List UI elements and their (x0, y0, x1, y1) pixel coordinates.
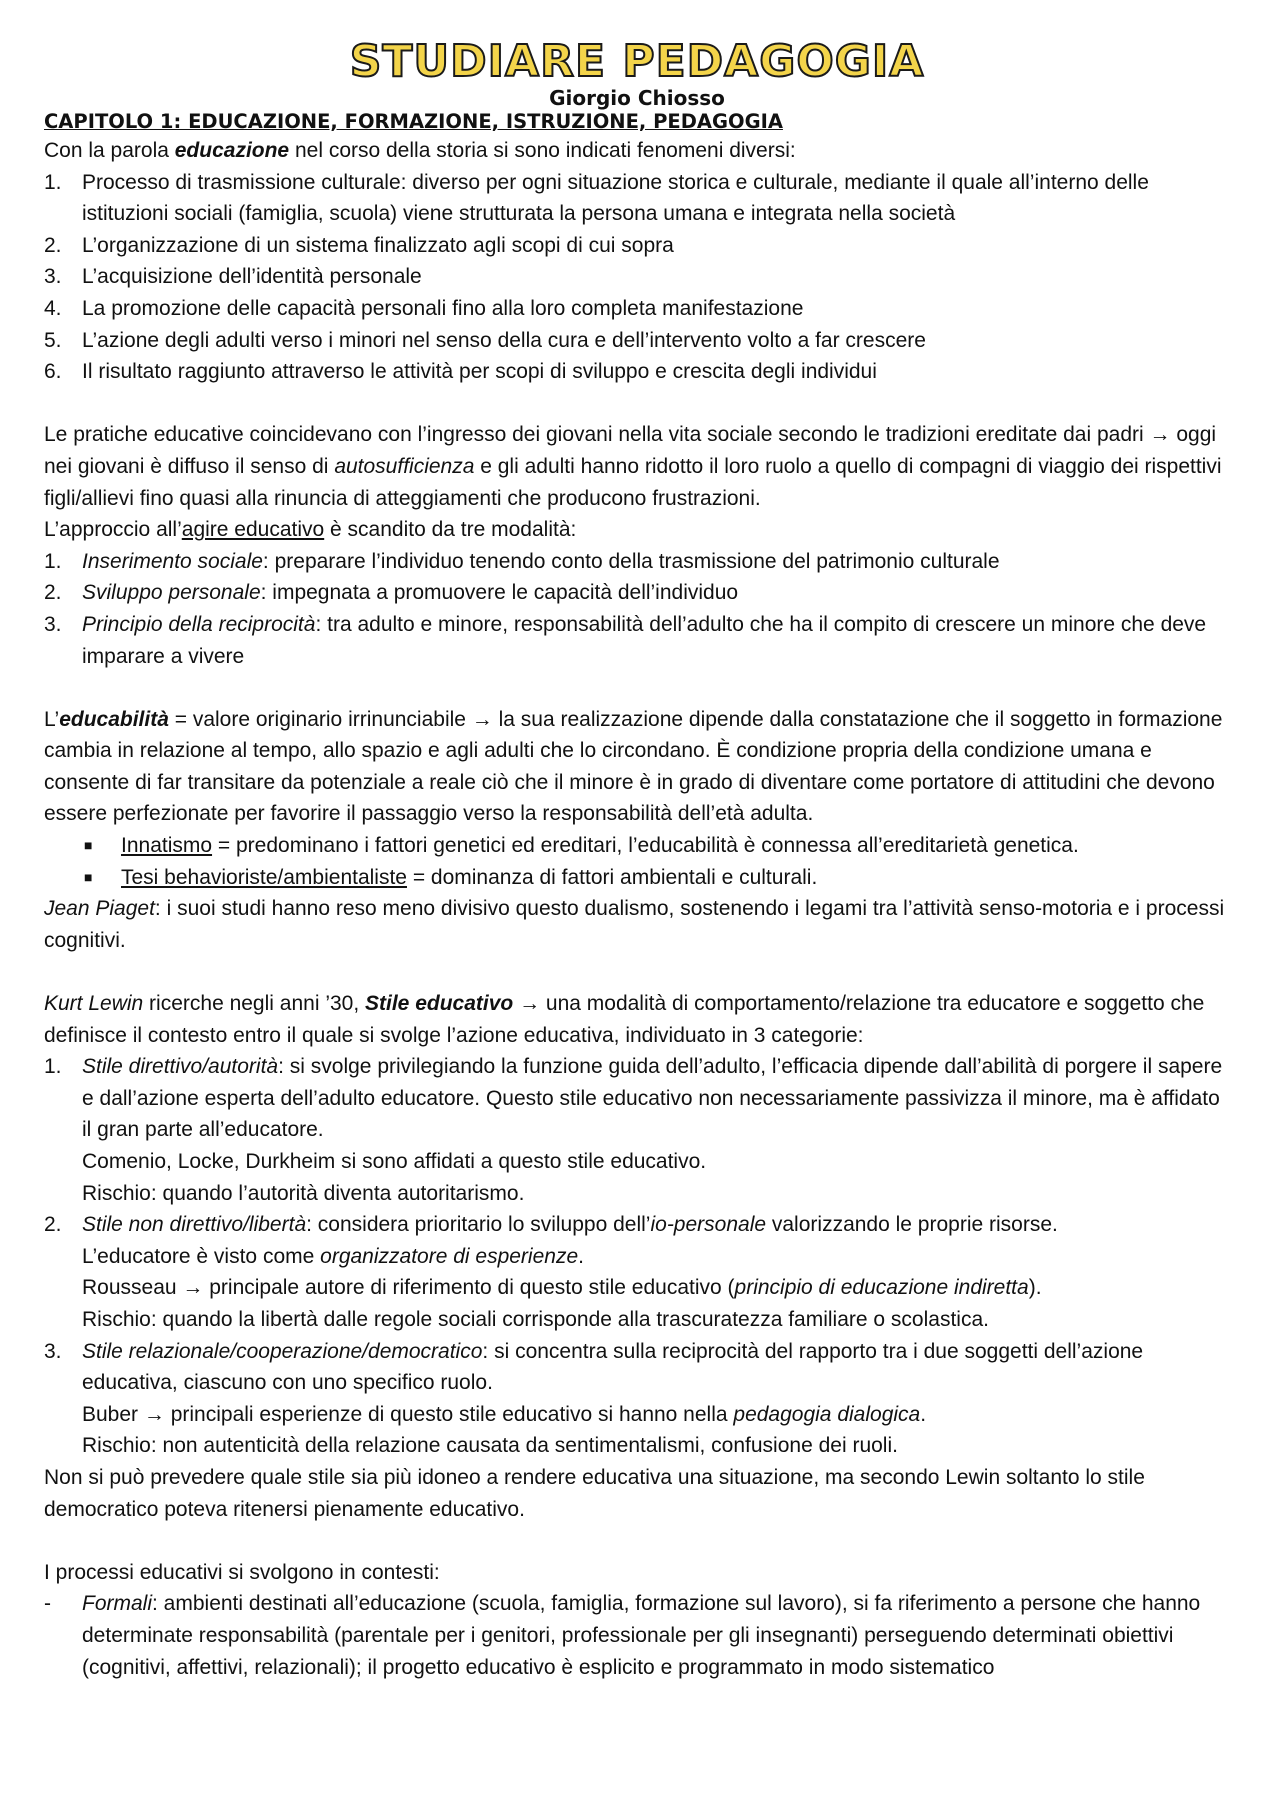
contexts-intro: I processi educativi si svolgono in contesti: (44, 1560, 440, 1584)
list-item: 6. Il risultato raggiunto attraverso le attività per scopi di sviluppo e crescita degli individui (44, 360, 877, 384)
piaget-paragraph: Jean Piaget: i suoi studi hanno reso meno divisivo questo dualismo, sostenendo i legami tra l’attività senso-motoria e i processi cognitivi. (44, 897, 1225, 952)
list-item: 4. La promozione delle capacità personali fino alla loro completa manifestazione (44, 296, 804, 320)
document-title: STUDIARE PEDAGOGIA (349, 36, 925, 87)
list-item: 2. L’organizzazione di un sistema finalizzato agli scopi di cui sopra (44, 233, 674, 257)
list-item: 3. Stile relazionale/cooperazione/democratico: si concentra sulla reciprocità del rapporto tra i due soggetti dell’azione educativa, ciascuno con uno specifico ruolo. Buber → principali esperienze di questo stile educativo si hanno nella pedagogia dialogica. Rischio: non autenticità della relazione causata da sentimentalismi, confusione dei ruoli. (44, 1339, 1144, 1458)
modes-list (44, 546, 1230, 672)
list-item: 2. Sviluppo personale: impegnata a promuovere le capacità dell’individuo (44, 581, 739, 605)
conclusion-paragraph: Non si può prevedere quale stile sia più idoneo a rendere educativa una situazione, ma secondo Lewin soltanto lo stile democratico poteva ritenersi pienamente educativo. (44, 1465, 1145, 1521)
list-item: 5. L’azione degli adulti verso i minori nel senso della cura e dell’intervento volto a far crescere (44, 328, 926, 352)
list-item: ■ Innatismo = predominano i fattori genetici ed ereditari, l’educabilità è connessa all’ereditarietà genetica. (44, 830, 1230, 862)
list-item: 1. Stile direttivo/autorità: si svolge privilegiando la funzione guida dell’adulto, l’efficacia dipende dall’abilità di porgere il sapere e dall’azione esperta dell’adulto educatore. Questo stile educativo non necessariamente passivizza il minore, ma è affidato il gran parte all’educatore. Comenio, Locke, Durkheim si sono affidati a questo stile educativo. Rischio: quando l’autorità diventa autoritarismo. (44, 1055, 1223, 1205)
list-item: - Formali: ambienti destinati all’educazione (scuola, famiglia, formazione sul lavoro), si fa riferimento a persone che hanno determinate responsabilità (parentale per i genitori, professionale per gli insegnanti) perseguendo determinati obiettivi (cognitivi, affettivi, relazionali); il progetto educativo è esplicito e programmato in modo sistematico (44, 1592, 1201, 1679)
educability-paragraph: L’educabilità = valore originario irrinunciabile → la sua realizzazione dipende dalla constatazione che il soggetto in formazione cambia in relazione al tempo, allo spazio e agli adulti che lo circondano. È condizione propria della condizione umana e consente di far transitare da potenziale a reale ciò che il minore è in grado di diventare come portatore di attitudini che devono essere perfezionate per favorire il passaggio verso la responsabilità dell’età adulta. (44, 707, 1223, 826)
square-bullet-icon: ■ (84, 868, 93, 885)
meanings-list (44, 167, 1230, 388)
chapter-heading: CAPITOLO 1: EDUCAZIONE, FORMAZIONE, ISTRUZIONE, PEDAGOGIA (44, 110, 783, 133)
square-bullet-icon: ■ (84, 837, 93, 854)
contexts-list (44, 1588, 1230, 1683)
list-item: 1. Processo di trasmissione culturale: diverso per ogni situazione storica e culturale, mediante il quale all’interno delle istituzioni sociali (famiglia, scuola) viene strutturata la persona umana e integrata nella società (44, 170, 1149, 226)
list-item: 2. Stile non direttivo/libertà: considera prioritario lo sviluppo dell’io-personale valorizzando le proprie risorse. L’educatore è visto come organizzatore di esperienze. Rousseau → principale autore di riferimento di questo stile educativo (principio di educazione indiretta). Rischio: quando la libertà dalle regole sociali corrisponde alla trascuratezza familiare o scolastica. (44, 1213, 1058, 1331)
list-item: 1. Inserimento sociale: preparare l’individuo tenendo conto della trasmissione del patrimonio culturale (44, 549, 1000, 573)
author-name: Giorgio Chiosso (549, 86, 725, 110)
practices-paragraph: Le pratiche educative coincidevano con l’ingresso dei giovani nella vita sociale secondo le tradizioni ereditate dai padri → oggi nei giovani è diffuso il senso di autosufficienza e gli adulti hanno ridotto il loro ruolo a quello di compagni di viaggio dei rispettivi figli/allievi fino quasi alla rinuncia di atteggiamenti che producono frustrazioni. (44, 423, 1222, 510)
list-item: 3. L’acquisizione dell’identità personale (44, 265, 422, 289)
list-item: ■ Tesi behavioriste/ambientaliste = dominanza di fattori ambientali e culturali. (44, 862, 1230, 894)
theories-list (44, 830, 1230, 893)
approach-paragraph: L’approccio all’agire educativo è scandito da tre modalità: (44, 518, 577, 542)
arrow-icon: → (513, 992, 546, 1016)
list-item: 3. Principio della reciprocità: tra adulto e minore, responsabilità dell’adulto che ha il compito di crescere un minore che deve imparare a vivere (44, 612, 1207, 668)
styles-list (44, 1051, 1230, 1462)
lewin-paragraph: Kurt Lewin ricerche negli anni ’30, Stile educativo → una modalità di comportamento/relazione tra educatore e soggetto che definisce il contesto entro il quale si svolge l’azione educativa, individuato in 3 categorie: (44, 992, 1205, 1047)
intro-paragraph: Con la parola educazione nel corso della storia si sono indicati fenomeni diversi: (44, 139, 796, 162)
